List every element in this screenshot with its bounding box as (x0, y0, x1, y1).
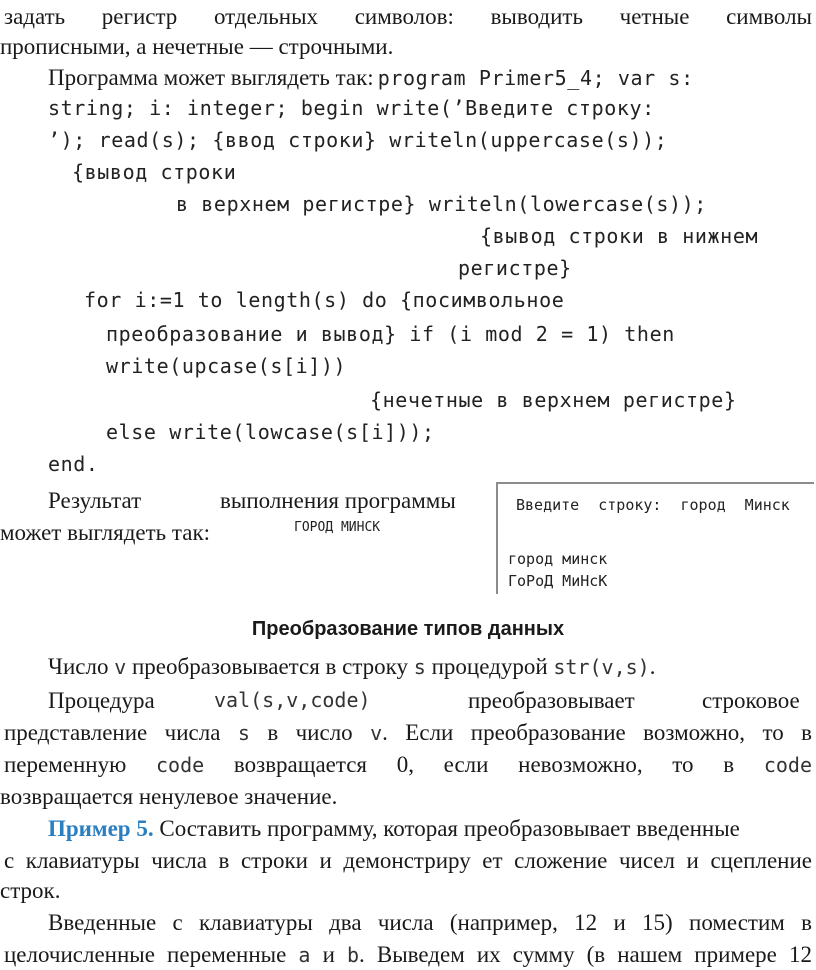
para3-line-1: Введенные с клавиатуры два числа (например, 12 и 15) поместим в (48, 910, 812, 935)
para3-code-a: a (298, 943, 311, 967)
para1-text-1: Число (48, 654, 115, 679)
code-line-7: регистре} (458, 256, 572, 280)
example-line-3: строк. (0, 878, 61, 903)
para2-l3-code-2: code (763, 753, 812, 777)
example-line-1-text: Составить программу, которая преобразовывает введенные (153, 816, 740, 841)
output-line-2: город минск (508, 550, 608, 568)
code-line-6: {вывод строки в нижнем (480, 224, 759, 248)
example-line-2: с клавиатуры числа в строки и демонстриру ет сложение чисел и сцепление (4, 848, 812, 873)
para2-line-4: возвращается ненулевое значение. (0, 784, 338, 809)
para2-word-3: строковое (702, 688, 800, 713)
result-word-2: выполнения программы (220, 488, 456, 513)
para1-code-s: s (413, 655, 426, 679)
para3-l2-text-2: и (310, 942, 347, 967)
output-box (496, 482, 814, 594)
para2-word-1: Процедура (48, 688, 155, 713)
para3-line-2 (4, 940, 812, 970)
para1-text-2: преобразовывается в строку (126, 654, 414, 679)
code-line-4: {вывод строки (72, 160, 237, 184)
code-line-9: преобразование и вывод} if (i mod 2 = 1) then (106, 322, 675, 346)
program-lead: Программа может выглядеть так: (48, 65, 374, 90)
code-line-3: ’); read(s); {ввод строки} writeln(uppercase(s)); (48, 128, 668, 152)
intro-line-2: прописными, а нечетные — строчными. (0, 34, 394, 59)
section-heading: Преобразование типов данных (251, 618, 565, 640)
para2-l2-code-s: s (237, 721, 250, 745)
para2-line-2 (4, 718, 812, 748)
para3-l2-text-3: . Выведем их сумму (в нашем примере 12 (359, 942, 812, 967)
para1-code-str: str(v,s) (553, 655, 650, 679)
para2-line-3 (4, 750, 812, 780)
program-line-1 (48, 63, 694, 93)
para2-l2-text-2: в число (249, 720, 371, 745)
para2-code-val: val(s,v,code) (214, 688, 371, 712)
para2-l2-text-1: представление числа (4, 720, 238, 745)
intro-line-1: задать регистр отдельных символов: выводить четные символы (4, 4, 812, 29)
para2-l2-text-3: . Если преобразование возможно, то в (382, 720, 813, 745)
para1-text-4: . (649, 654, 656, 679)
code-line-5: в верхнем регистре} writeln(lowercase(s)); (176, 192, 707, 216)
result-word-1: Результат (48, 488, 142, 513)
para3-code-b: b (346, 943, 360, 967)
para2-l3-text-2: возвращается 0, если невозможно, то в (204, 752, 764, 777)
code-line-1: program Primer5_4; var s: (377, 66, 694, 90)
example-label: Пример 5. (48, 816, 154, 841)
para1-line (48, 652, 655, 682)
para3-l2-text-1: целочисленные переменные (4, 942, 299, 967)
para2-word-2: преобразовывает (468, 688, 635, 713)
para1-code-v: v (114, 655, 127, 679)
result-inline-output: ГОРОД МИНСК (294, 520, 381, 535)
code-line-12: else write(lowcase(s[i])); (106, 420, 435, 444)
code-line-10: write(upcase(s[i])) (106, 354, 347, 378)
para2-l3-code-1: code (156, 753, 205, 777)
code-line-11: {нечетные в верхнем регистре} (370, 388, 737, 412)
code-line-8: for i:=1 to length(s) do {посимвольное (84, 288, 565, 312)
output-line-1: Введите строку: город Минск (516, 496, 790, 514)
result-line-2: может выглядеть так: (0, 520, 211, 545)
code-line-2: string; i: integer; begin write(’Введите строку: (48, 96, 655, 120)
example-line-1 (48, 814, 740, 844)
code-line-13: end. (48, 452, 99, 476)
para2-l2-code-v: v (370, 721, 383, 745)
output-line-3: ГоРоД МиНсК (508, 572, 608, 590)
para2-l3-text-1: переменную (4, 752, 157, 777)
para1-text-3: процедурой (425, 654, 554, 679)
